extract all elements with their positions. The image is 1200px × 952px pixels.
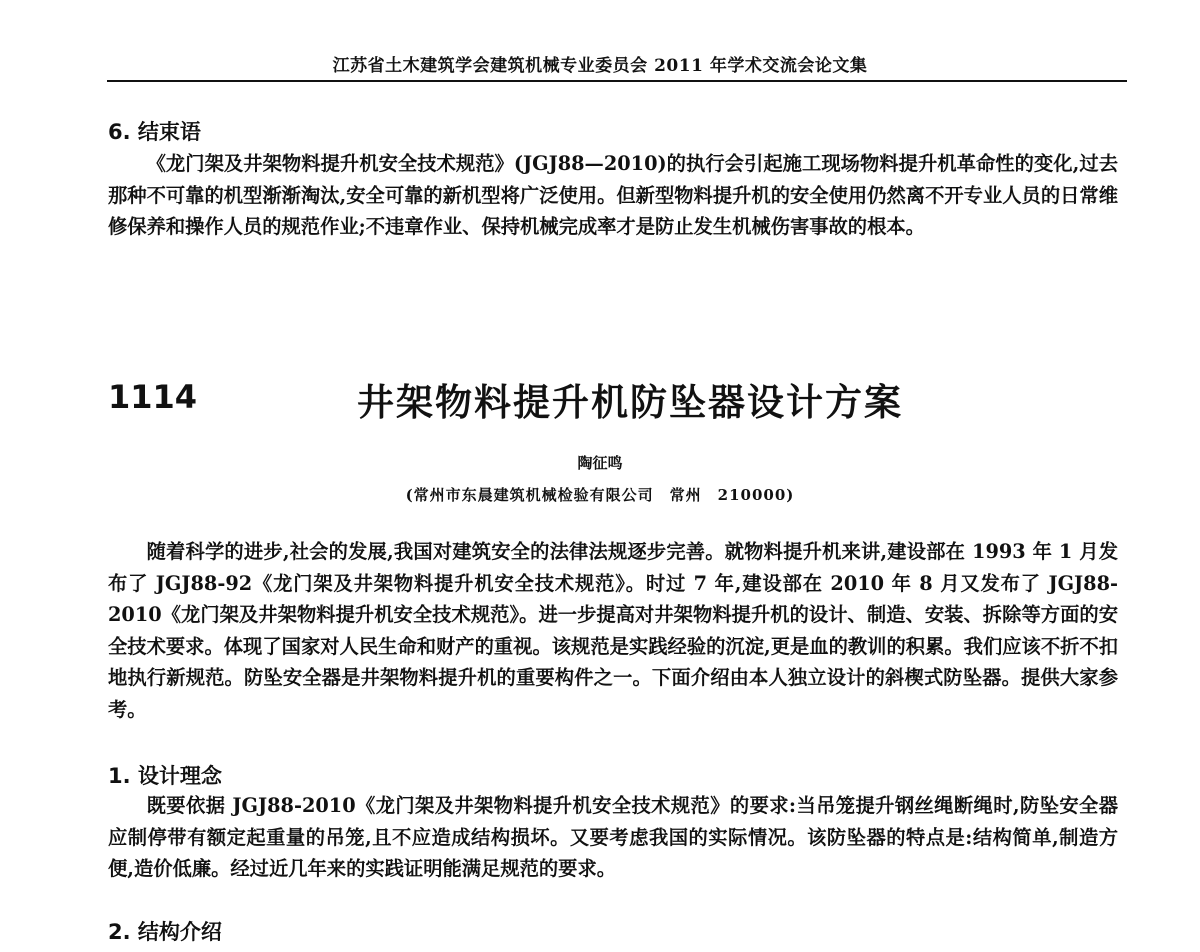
running-header: 江苏省土木建筑学会建筑机械专业委员会 2011 年学术交流会论文集	[332, 56, 868, 76]
conclusion-paragraph: 《龙门架及井架物料提升机安全技术规范》(JGJ88—2010)的执行会引起施工现场物料提升机革命性的变化,过去那种不可靠的机型渐渐淘汰,安全可靠的新机型将广泛使用。但新型物料提升机的安全使用仍然离不开专业人员的日常维修保养和操作人员的规范作业;不违章作业、保持机械完成率才是防止发生机械伤害事故的根本。	[108, 152, 1118, 239]
section-heading-design-concept: 1. 设计理念	[108, 764, 222, 788]
header-rule	[107, 80, 1127, 82]
section-heading-structure: 2. 结构介绍	[108, 920, 222, 944]
author-affiliation: (常州市东晨建筑机械检验有限公司 常州 210000)	[405, 486, 795, 504]
article-number: 1114	[108, 378, 198, 416]
article-title: 井架物料提升机防坠器设计方案	[357, 381, 903, 424]
intro-paragraph: 随着科学的进步,社会的发展,我国对建筑安全的法律法规逐步完善。就物料提升机来讲,建设部在 1993 年 1 月发布了 JGJ88-92《龙门架及井架物料提升机安全技术规范》。时过 7 年,建设部在 2010 年 8 月又发布了 JGJ88-2010《龙门架及井架物料提升机安全技术规范》。进一步提高对井架物料提升机的设计、制造、安装、拆除等方面的安全技术要求。体现了国家对人民生命和财产的重视。该规范是实践经验的沉淀,更是血的教训的积累。我们应该不折不扣地执行新规范。防坠安全器是井架物料提升机的重要构件之一。下面介绍由本人独立设计的斜楔式防坠器。提供大家参考。	[108, 540, 1118, 721]
design-concept-paragraph: 既要依据 JGJ88-2010《龙门架及井架物料提升机安全技术规范》的要求:当吊笼提升钢丝绳断绳时,防坠安全器应制停带有额定起重量的吊笼,且不应造成结构损坏。又要考虑我国的实际情况。该防坠器的特点是:结构简单,制造方便,造价低廉。经过近几年来的实践证明能满足规范的要求。	[108, 794, 1118, 881]
section-heading-conclusion: 6. 结束语	[108, 120, 201, 144]
author-name: 陶征鸣	[577, 454, 623, 472]
